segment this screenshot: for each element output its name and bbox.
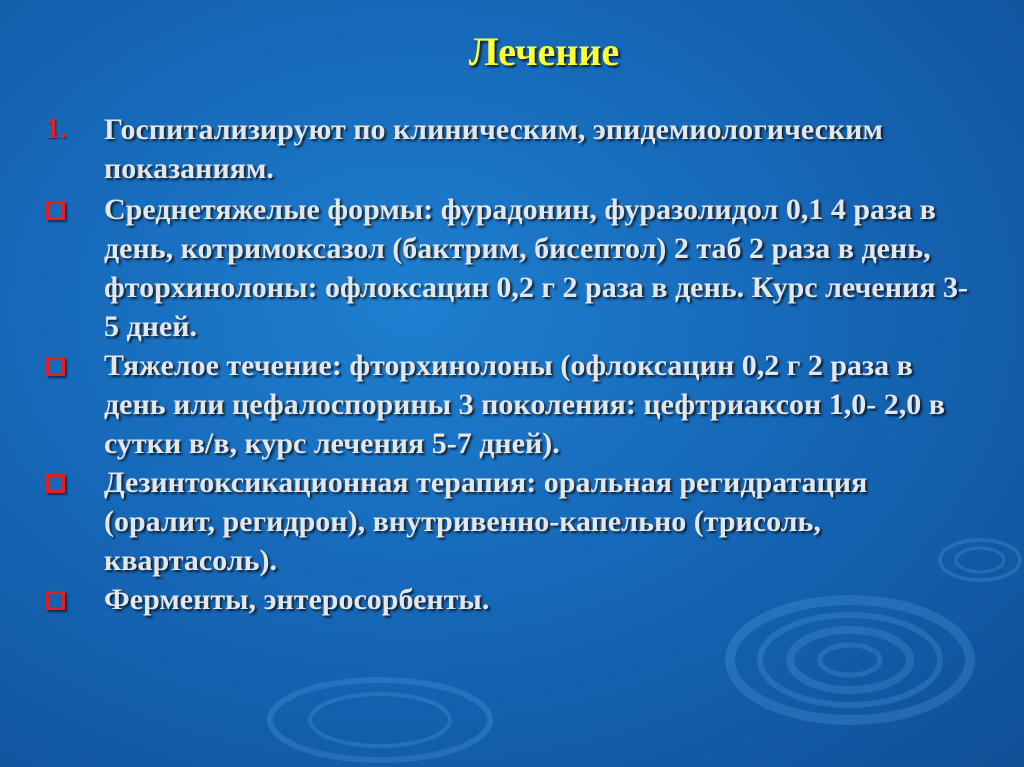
list-item <box>46 463 976 580</box>
list-item <box>46 190 976 346</box>
checkbox-bullet-icon <box>46 201 65 220</box>
checkbox-bullet-icon <box>46 591 65 610</box>
checkbox-bullet-icon <box>46 474 65 493</box>
list-item-text: Ферменты, энтеросорбенты. <box>104 583 490 616</box>
list-item-text: Дезинтоксикационная терапия: оральная регидратация (оралит, регидрон), внутривенно-капельно (трисоль, квартасоль). <box>104 466 868 577</box>
list-item <box>46 110 976 188</box>
list-item <box>46 580 976 619</box>
checkbox-bullet-icon <box>46 357 65 376</box>
list-item-text: Тяжелое течение: фторхинолоны (офлоксацин 0,2 г 2 раза в день или цефалоспорины 3 поколения: цефтриаксон 1,0- 2,0 в сутки в/в, курс лечения 5-7 дней). <box>104 349 945 460</box>
list-item <box>46 346 976 463</box>
list-item-text: Госпитализируют по клиническим, эпидемиологическим показаниям. <box>104 113 883 185</box>
list-item-text: Среднетяжелые формы: фурадонин, фуразолидол 0,1 4 раза в день, котримоксазол (бактрим, бисептол) 2 таб 2 раза в день, фторхинолоны: офлоксацин 0,2 г 2 раза в день. Курс лечения 3-5 дней. <box>104 193 969 343</box>
slide-title: Лечение <box>468 29 620 74</box>
treatment-list <box>46 110 976 619</box>
list-number: 1. <box>46 114 67 145</box>
